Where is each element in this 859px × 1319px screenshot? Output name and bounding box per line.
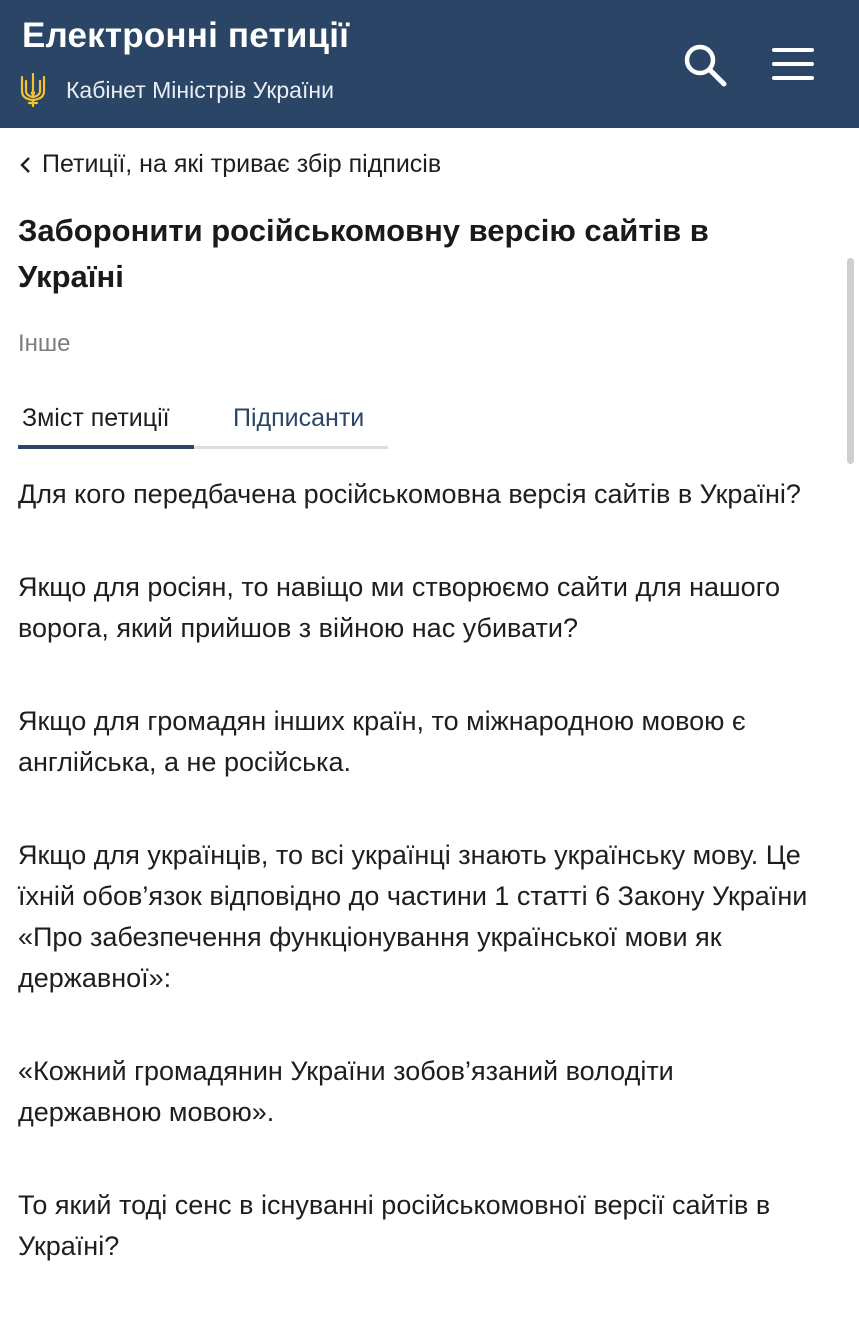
paragraph: «Кожний громадянин України зобов’язаний володіти державною мовою». — [18, 1056, 674, 1127]
scrollbar[interactable] — [847, 258, 854, 464]
petition-category: Інше — [18, 330, 71, 357]
site-header — [0, 0, 859, 128]
chevron-left-icon — [18, 156, 32, 174]
paragraph: Для кого передбачена російськомовна версія сайтів в Україні? — [18, 479, 801, 509]
cabinet-label: Кабінет Міністрів України — [66, 76, 334, 103]
petition-title: Заборонити російськомовну версію сайтів в Україні — [18, 213, 709, 294]
breadcrumb-label: Петиції, на які триває збір підписів — [42, 150, 442, 178]
tab-petition-content[interactable]: Зміст петиції — [22, 404, 170, 432]
petition-text — [18, 474, 818, 1319]
active-tab-indicator — [18, 445, 194, 449]
cabinet-row — [20, 72, 334, 108]
paragraph: Якщо для українців, то всі українці знають українську мову. Це їхній обов’язок відповідно до частини 1 статті 6 Закону України «Про забезпечення функціонування української мови як державної»: — [18, 840, 808, 993]
tab-signers[interactable]: Підписанти — [233, 404, 365, 432]
search-icon[interactable] — [680, 40, 730, 90]
paragraph: Якщо для громадян інших країн, то міжнародною мовою є англійська, а не російська. — [18, 706, 746, 777]
trident-icon — [20, 73, 46, 107]
paragraph: То який тоді сенс в існуванні російськомовної версії сайтів в Україні? — [18, 1190, 771, 1261]
breadcrumb[interactable] — [18, 150, 441, 179]
site-title[interactable]: Електронні петиції — [22, 16, 350, 55]
petition-tabs — [18, 398, 388, 452]
hamburger-menu-icon[interactable] — [770, 44, 816, 84]
paragraph: Якщо для росіян, то навіщо ми створюємо сайти для нашого ворога, який прийшов з війною нас убивати? — [18, 572, 780, 643]
